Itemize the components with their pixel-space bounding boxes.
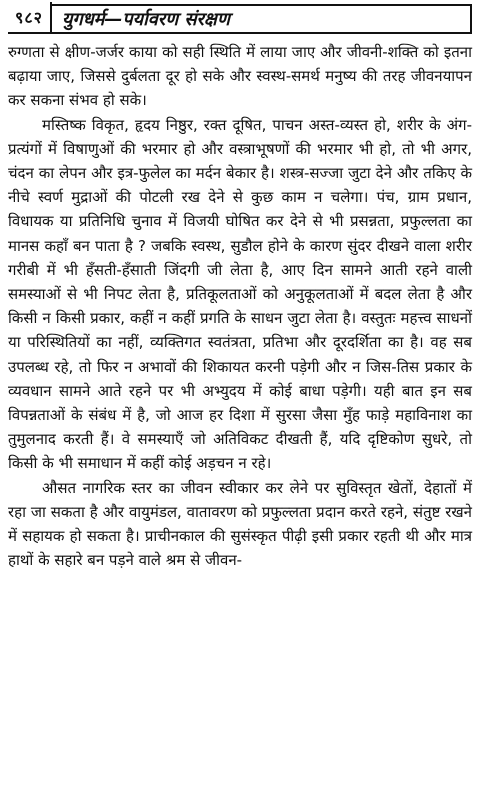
page-header: [8, 2, 472, 34]
running-title: युगधर्म—पर्यावरण संरक्षण: [52, 4, 472, 34]
paragraph-2: मस्तिष्क विकृत, हृदय निष्ठुर, रक्त दूषित, पाचन अस्त-व्यस्त हो, शरीर के अंग-प्रत्यंगों में विषाणुओं की भरमार हो और वस्त्राभूषणों की भरमार भी हो, तो भी अगर, चंदन का लेपन और इत्र-फुलेल का मर्दन बेकार है। शस्त्र-सज्जा जुटा देने और तकिए के नीचे स्वर्ण मुद्राओं की पोटली रख देने से कुछ काम न चलेगा। पंच, ग्राम प्रधान, विधायक या प्रतिनिधि चुनाव में विजयी घोषित कर देने से भी प्रसन्नता, प्रफुल्लता का मानस कहाँ बन पाता है ? जबकि स्वस्थ, सुडौल होने के कारण सुंदर दीखने वाला शरीर गरीबी में भी हँसती-हँसाती जिंदगी जी लेता है, आए दिन सामने आती रहने वाली समस्याओं से भी निपट लेता है, प्रतिकूलताओं को अनुकूलताओं में बदल लेता है और किसी न किसी प्रकार, कहीं न कहीं प्रगति के साधन जुटा लेता है। वस्तुतः महत्त्व साधनों या परिस्थितियों का नहीं, व्यक्तिगत स्वतंत्रता, प्रतिभा और दूरदर्शिता का है। वह सब उपलब्ध रहे, तो फिर न अभावों की शिकायत करनी पड़ेगी और न जिस-तिस प्रकार के व्यवधान सामने आते रहने पर भी अभ्युदय में कोई बाधा पड़ेगी। यही बात इन सब विपन्नताओं के संबंध में है, जो आज हर दिशा में सुरसा जैसा मुँह फाड़े महाविनाश का तुमुलनाद करती हैं। वे समस्याएँ जो अतिविकट दीखती हैं, यदि दृष्टिकोण सुधरे, तो किसी के भी समाधान में कहीं कोई अड़चन न रहे।: [8, 115, 472, 473]
paragraph-3: औसत नागरिक स्तर का जीवन स्वीकार कर लेने पर सुविस्तृत खेतों, देहातों में रहा जा सकता है और वायुमंडल, वातावरण को प्रफुल्लता प्रदान करते रहने, संतुष्ट रखने में सहायक हो सकता है। प्राचीनकाल की सुसंस्कृत पीढ़ी इसी प्रकार रहती थी और मात्र हाथों के सहारे बन पड़ने वाले श्रम से जीवन-: [8, 478, 472, 570]
paragraph-1: रुग्णता से क्षीण-जर्जर काया को सही स्थिति में लाया जाए और जीवनी-शक्ति को इतना बढ़ाया जाए, जिससे दुर्बलता दूर हो सके और स्वस्थ-समर्थ मनुष्य की तरह जीवनयापन कर सकना संभव हो सके।: [8, 43, 472, 110]
page-body: [8, 40, 472, 572]
page-number: ९८२: [8, 2, 52, 34]
